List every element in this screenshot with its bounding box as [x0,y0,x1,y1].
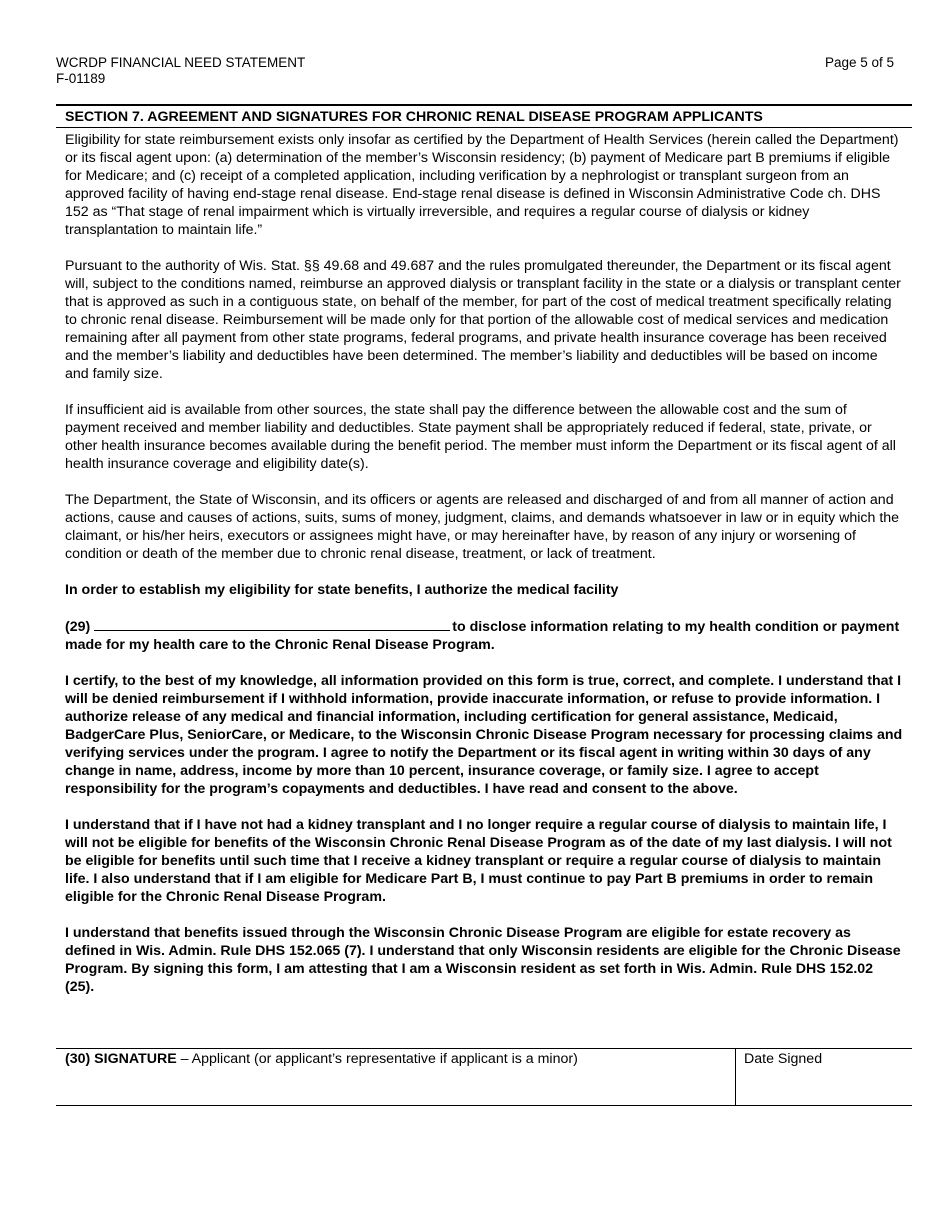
form-header-left [56,55,305,87]
signature-field[interactable] [65,1051,578,1067]
date-signed-field[interactable]: Date Signed [744,1051,823,1067]
paragraph-insufficient-aid: If insufficient aid is available from other sources, the state shall pay the difference between the allowable cost and the sum of payment received and member liability and deductibles. State payment shall be appropriately reduced if federal, state, private, or other health insurance becomes available during the benefit period. The member must inform the Department or its fiscal agent of all health insurance coverage and eligibility date(s). [65,402,896,472]
paragraph-eligibility: Eligibility for state reimbursement exists only insofar as certified by the Department of Health Services (herein called the Department) or its fiscal agent upon: (a) determination of the member’s Wisconsin residency; (b) payment of Medicare part B premiums if eligible for Medicare; and (c) receipt of a completed application, including verification by a nephrologist or transplant surgeon from an approved facility of having end-stage renal disease. End-stage renal disease is defined in Wisconsin Administrative Code ch. DHS 152 as “That stage of renal impairment which is virtually irreversible, and requires a regular course of dialysis or kidney transplantation to maintain life.” [65,132,899,238]
disclose-text: to disclose information relating to my health condition or payment made for my health care to the Chronic Renal Disease Program. [65,619,900,653]
paragraph-reimbursement: Pursuant to the authority of Wis. Stat. §§ 49.68 and 49.687 and the rules promulgated thereunder, the Department or its fiscal agent will, subject to the conditions named, reimburse an approved dialysis or transplant facility in the state or a dialysis or transplant center that is approved as such in a contiguous state, on behalf of the member, for part of the cost of medical treatment specifically relating to chronic renal disease. Reimbursement will be made only for that portion of the allowable cost of medical services and medication remaining after all payment from other state programs, federal programs, and private health insurance coverage has been received and the member’s liability and deductibles have been determined. The member’s liability and deductibles will be based on income and family size. [65,258,901,382]
signature-description: – Applicant (or applicant’s representative if applicant is a minor) [176,1051,578,1067]
paragraph-certify: I certify, to the best of my knowledge, all information provided on this form is true, correct, and complete. I understand that I will be denied reimbursement if I withhold information, provide inaccurate information, or refuse to provide information. I authorize release of any medical and financial information, including certification for general assistance, Medicaid, BadgerCare Plus, SeniorCare, or Medicare, to the Wisconsin Chronic Disease Program necessary for processing claims and verifying services under the program. I agree to notify the Department or its fiscal agent in writing within 30 days of any change in name, address, income by more than 10 percent, insurance coverage, or family size. I agree to accept responsibility for the program’s copayments and deductibles. I have read and consent to the above. [65,673,903,797]
form-title: WCRDP FINANCIAL NEED STATEMENT [56,55,306,70]
paragraph-dialysis: I understand that if I have not had a kidney transplant and I no longer require a regular course of dialysis to maintain life, I will not be eligible for benefits of the Wisconsin Chronic Renal Disease Program as of the date of my last dialysis. I will not be eligible for benefits until such time that I receive a kidney transplant or require a regular course of dialysis to maintain life. I also understand that if I am eligible for Medicare Part B, I must continue to pay Part B premiums in order to remain eligible for the Chronic Renal Disease Program. [65,817,892,905]
signature-label: (30) SIGNATURE [65,1051,177,1067]
medical-facility-field[interactable] [94,617,450,631]
paragraph-release: The Department, the State of Wisconsin, and its officers or agents are released and discharged of and from all manner of action and actions, cause and causes of actions, suits, sums of money, judgment, claims, and demands whatsoever in law or in equity which the claimant, or his/her heirs, executors or assignees might have, or may hereinafter have, by reason of any injury or worsening of condition or death of the member due to chronic renal disease, treatment, or lack of treatment. [65,492,900,562]
section-header [56,104,912,128]
page-number: Page 5 of 5 [824,55,894,70]
signature-row [56,1048,912,1106]
field-number-29: (29) [65,619,91,635]
paragraph-disclose [65,617,905,654]
paragraph-authorize: In order to establish my eligibility for state benefits, I authorize the medical facility [65,582,619,598]
section-body [65,131,905,1014]
form-number: F-01189 [56,71,106,86]
paragraph-estate-recovery: I understand that benefits issued through the Wisconsin Chronic Disease Program are eligible for estate recovery as defined in Wis. Admin. Rule DHS 152.065 (7). I understand that only Wisconsin residents are eligible for the Chronic Disease Program. By signing this form, I am attesting that I am a Wisconsin resident as set forth in Wis. Admin. Rule DHS 152.02 (25). [65,925,901,995]
section-title: SECTION 7. AGREEMENT AND SIGNATURES FOR CHRONIC RENAL DISEASE PROGRAM APPLICANTS [65,109,763,125]
signature-divider [735,1049,736,1105]
